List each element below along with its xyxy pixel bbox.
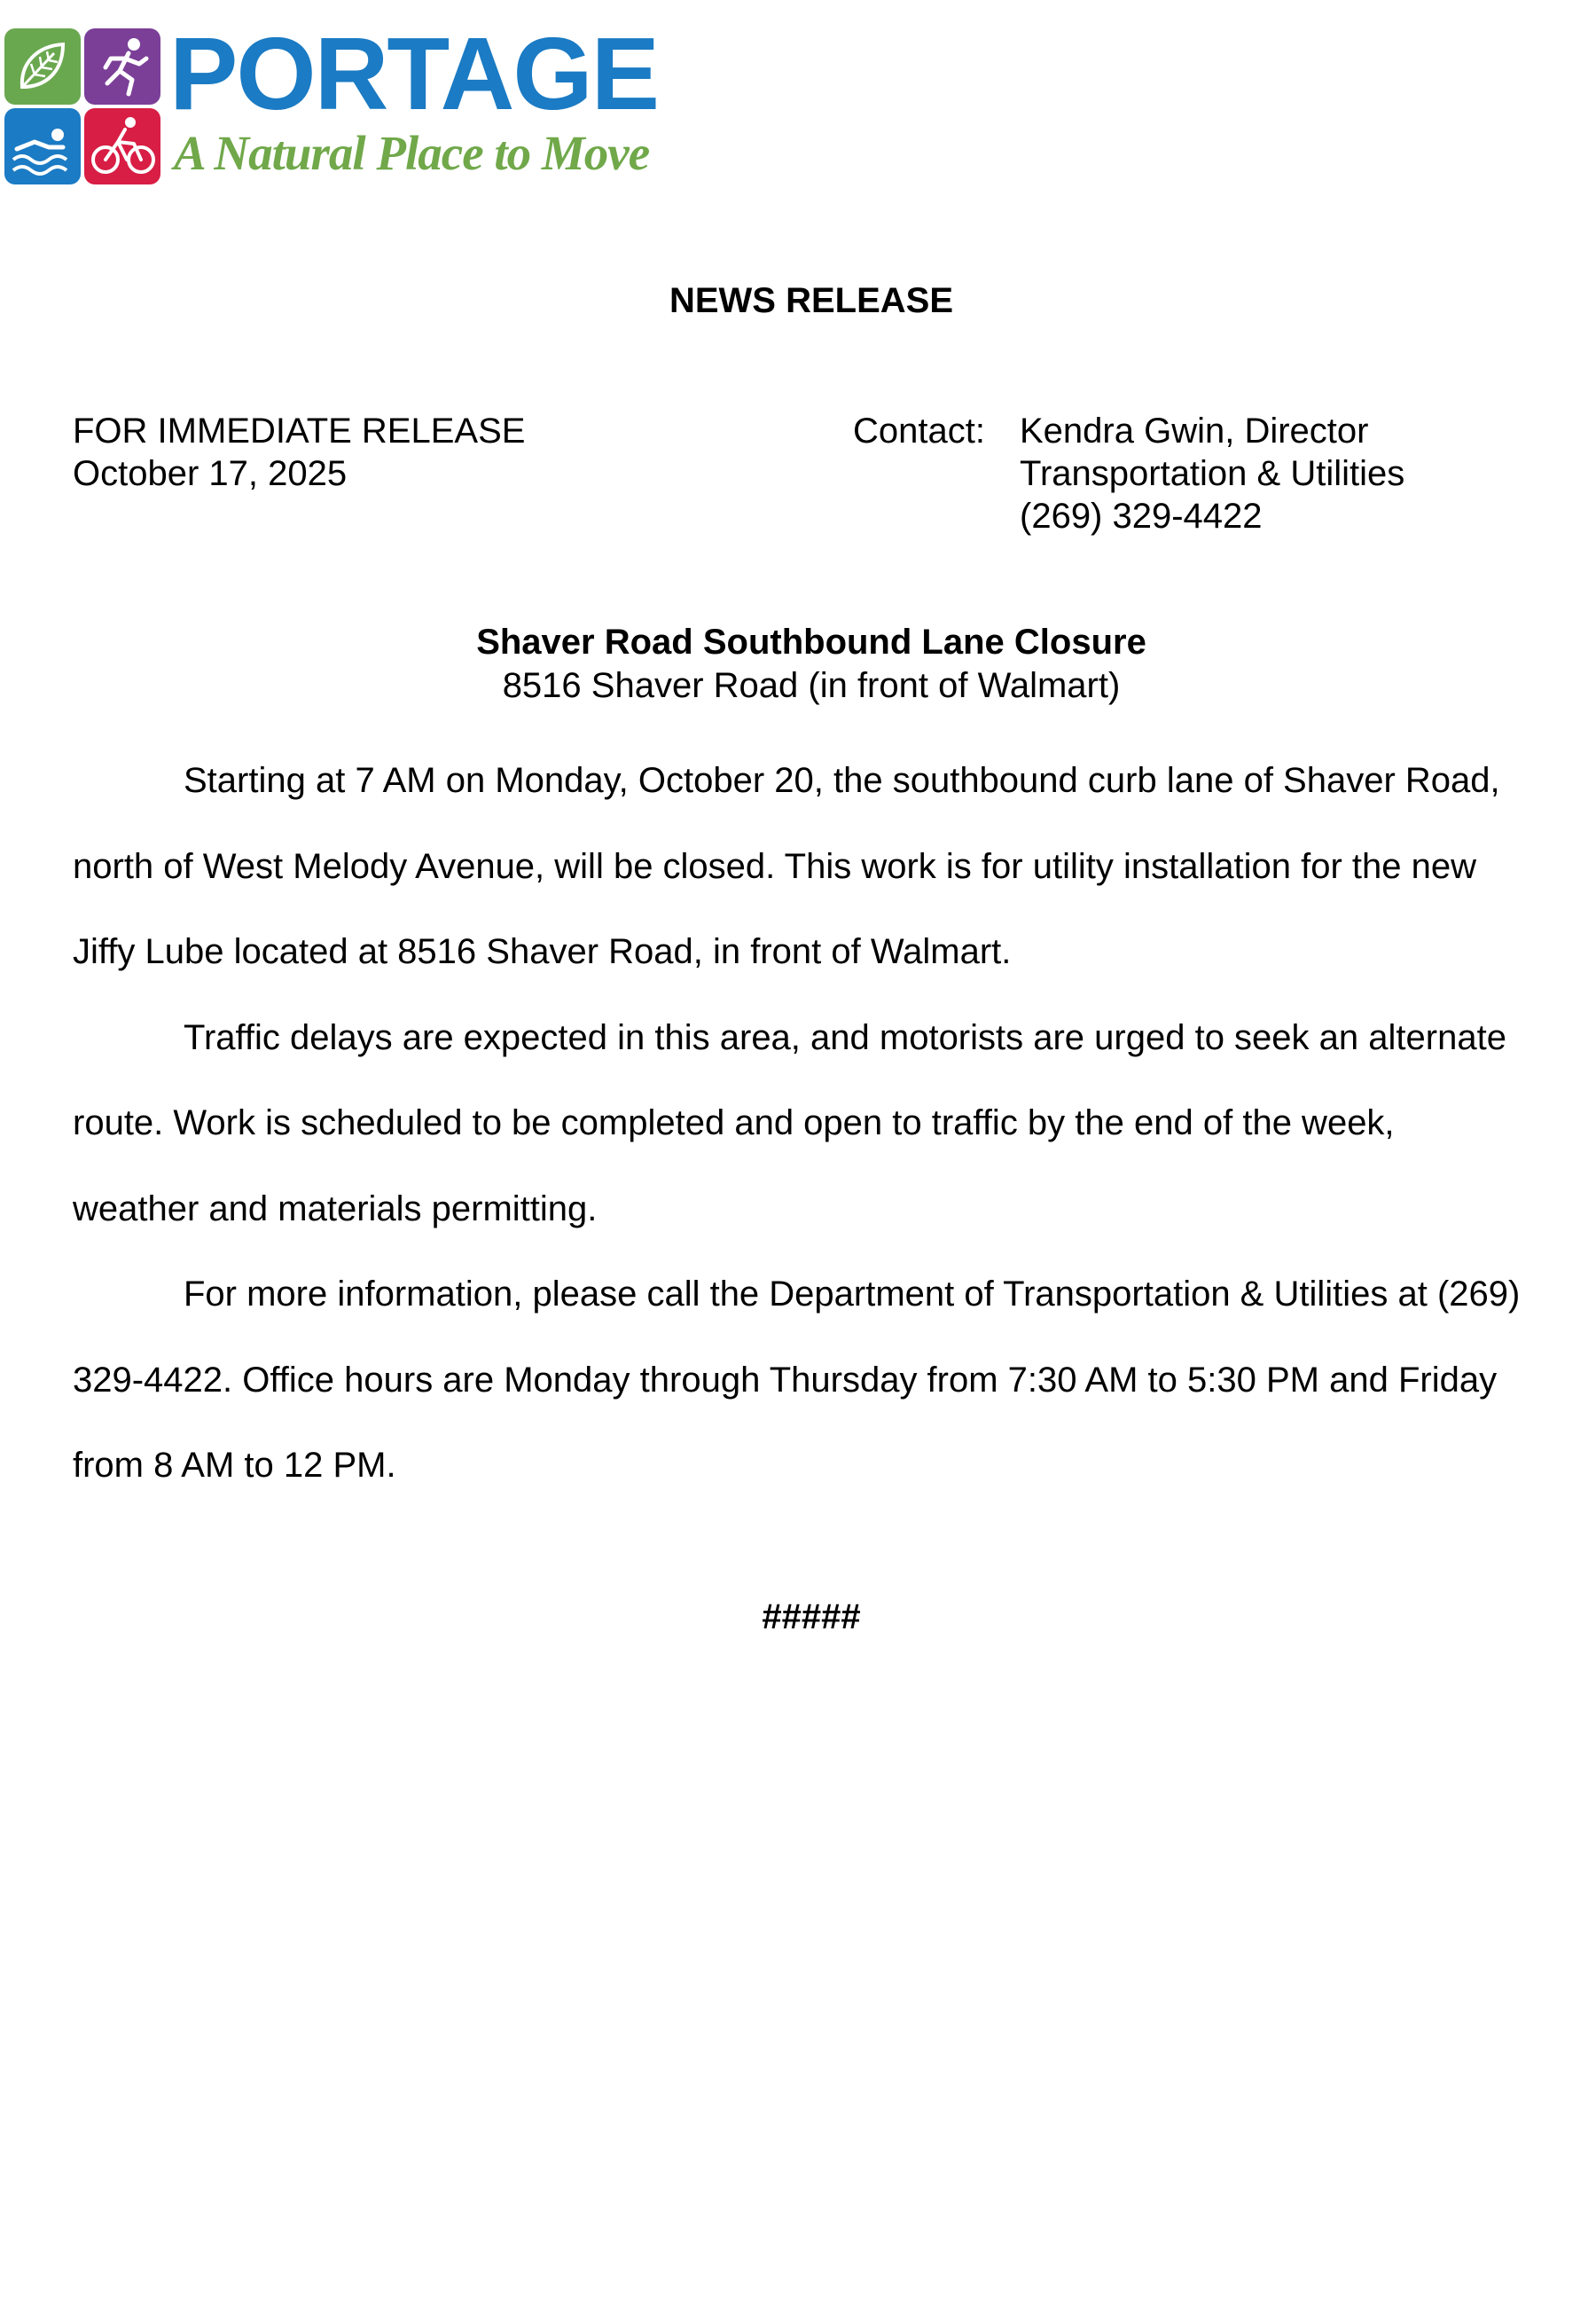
leaf-icon (4, 28, 81, 105)
contact-department: Transportation & Utilities (1020, 454, 1405, 493)
contact-label: Contact: (853, 412, 985, 451)
end-mark: ##### (762, 1597, 861, 1636)
headline-subtitle: 8516 Shaver Road (in front of Walmart) (502, 666, 1121, 705)
body-paragraph: Starting at 7 AM on Monday, October 20, the southbound curb lane of Shaver Road, north of West Melody Avenue, will be closed. This work is for utility installation for the new Jiffy Lube located at 8516 Shaver Road, in front of Walmart. (73, 761, 1500, 971)
headline-title: Shaver Road Southbound Lane Closure (476, 623, 1146, 662)
swimmer-icon (4, 108, 81, 184)
runner-icon (84, 28, 160, 105)
release-body (73, 738, 1527, 1509)
release-label: FOR IMMEDIATE RELEASE (73, 412, 526, 451)
cyclist-icon (84, 108, 160, 184)
logo-wordmark: PORTAGE (169, 16, 658, 131)
body-paragraph: For more information, please call the Department of Transportation & Utilities at (269) 329-4422. Office hours are Monday through Thursday from 7:30 AM to 5:30 PM and Friday from 8 AM to 12 PM. (73, 1275, 1521, 1485)
contact-name: Kendra Gwin, Director (1020, 412, 1369, 451)
contact-info (1020, 410, 1404, 537)
news-release-title: NEWS RELEASE (669, 281, 954, 320)
release-info (73, 410, 525, 495)
contact-phone: (269) 329-4422 (1020, 497, 1263, 536)
logo-tagline: A Natural Place to Move (174, 126, 650, 180)
portage-logo (0, 16, 674, 190)
body-paragraph: Traffic delays are expected in this area, and motorists are urged to seek an alternate route. Work is scheduled to be completed and open to traffic by the end of the week, weather and materials permitting. (73, 1017, 1506, 1228)
release-date: October 17, 2025 (73, 454, 348, 493)
headline (0, 621, 1596, 708)
